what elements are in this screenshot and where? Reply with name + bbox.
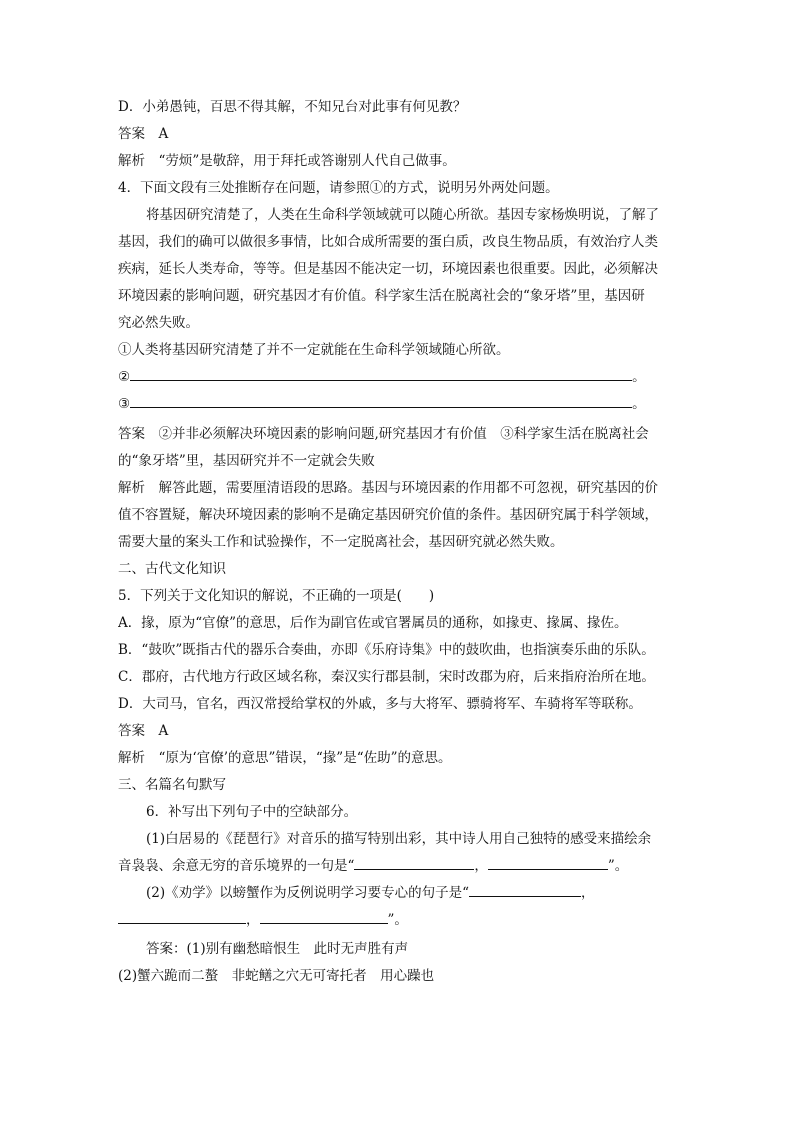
blank-end: 。 <box>632 369 646 385</box>
separator: ， <box>246 912 260 928</box>
fill-blank-3 <box>118 395 678 413</box>
answer-label: 答案 A <box>118 126 169 142</box>
answer-6: 答案：(1)别有幽愁暗恨生 此时无声胜有声 <box>146 941 409 957</box>
answer-blank[interactable] <box>469 884 581 897</box>
question-6: 6．补写出下列句子中的空缺部分。 <box>146 804 358 820</box>
explanation-4-cont: 需要大量的案头工作和试验操作，不一定脱离社会，基因研究就必然失败。 <box>118 534 564 550</box>
option-b: B．“鼓吹”既指古代的器乐合奏曲，亦即《乐府诗集》中的鼓吹曲，也指演奏乐曲的乐队。 <box>118 642 655 658</box>
option-a: A．掾，原为“官僚”的意思，后作为副官佐或官署属员的通称，如掾吏、掾属、掾佐。 <box>118 615 628 631</box>
passage-line: 究必然失败。 <box>118 315 199 331</box>
passage-line: 环境因素的影响问题，研究基因才有价值。科学家生活在脱离社会的“象牙塔”里，基因研 <box>118 288 645 304</box>
answer-4: 答案 ②并非必须解决环境因素的影响问题,研究基因才有价值 ③科学家生活在脱离社会 <box>118 426 649 442</box>
explanation-5: 解析 “原为‘官僚’的意思”错误，“掾”是“佐助”的意思。 <box>118 750 452 766</box>
passage-line: 将基因研究清楚了，人类在生命科学领域就可以随心所欲。基因专家杨焕明说，了解了 <box>146 207 659 223</box>
answer-blank[interactable] <box>118 911 246 924</box>
answer-blank[interactable] <box>130 395 632 408</box>
question-4: 4．下面文段有三处推断存在问题，请参照①的方式，说明另外两处问题。 <box>118 180 559 196</box>
answer-blank[interactable] <box>354 857 474 870</box>
blank-number: ② <box>118 369 131 385</box>
explanation: 解析 “劳烦”是敬辞，用于拜托或答谢别人代自己做事。 <box>118 153 456 169</box>
answer-6-cont: (2)蟹六跪而二螯 非蛇鳝之穴无可寄托者 用心躁也 <box>118 968 435 984</box>
prompt-text: (2)《劝学》以螃蟹作为反例说明学习要专心的句子是“ <box>146 885 470 901</box>
question-5: 5．下列关于文化知识的解说，不正确的一项是( ) <box>118 588 435 604</box>
fill-blank-2 <box>118 368 678 386</box>
option-d: D．大司马，官名，西汉常授给掌权的外戚，多与大将军、骠骑将军、车骑将军等联称。 <box>118 696 642 712</box>
example-1: ①人类将基因研究清楚了并不一定就能在生命科学领域随心所欲。 <box>118 342 510 358</box>
closing-quote: ”。 <box>387 912 408 928</box>
question-6-1-cont <box>118 857 678 875</box>
option-d: D．小弟愚钝，百思不得其解，不知兄台对此事有何见教？ <box>118 99 467 115</box>
explanation-4: 解析 解答此题，需要厘清语段的思路。基因与环境因素的作用都不可忽视，研究基因的价 <box>118 480 658 496</box>
question-6-2 <box>146 884 678 902</box>
section-heading: 二、古代文化知识 <box>118 561 226 577</box>
prompt-text: 音袅袅、余意无穷的音乐境界的一句是“ <box>118 858 355 874</box>
separator: ， <box>581 885 595 901</box>
answer-4-cont: 的“象牙塔”里，基因研究并不一定就会失败 <box>118 453 375 469</box>
passage-line: 基因，我们的确可以做很多事情，比如合成所需要的蛋白质，改良生物品质，有效治疗人类 <box>118 234 658 250</box>
answer-blank[interactable] <box>130 368 632 381</box>
explanation-4-cont: 值不容置疑，解决环境因素的影响不是确定基因研究价值的条件。基因研究属于科学领域， <box>118 507 658 523</box>
answer-label: 答案 A <box>118 723 169 739</box>
separator: ， <box>474 858 488 874</box>
answer-blank[interactable] <box>260 911 388 924</box>
closing-quote: ”。 <box>607 858 629 874</box>
passage-line: 疾病，延长人类寿命，等等。但是基因不能决定一切，环境因素也很重要。因此，必须解决 <box>118 261 658 277</box>
answer-blank[interactable] <box>488 857 608 870</box>
question-6-2-cont <box>118 911 678 929</box>
option-c: C．郡府，古代地方行政区域名称，秦汉实行郡县制，宋时改郡为府，后来指府治所在地。 <box>118 669 655 685</box>
question-6-1: (1)白居易的《琵琶行》对音乐的描写特别出彩，其中诗人用自己独特的感受来描绘余 <box>146 831 652 847</box>
blank-number: ③ <box>118 396 131 412</box>
blank-end: 。 <box>632 396 646 412</box>
section-heading: 三、名篇名句默写 <box>118 777 226 793</box>
